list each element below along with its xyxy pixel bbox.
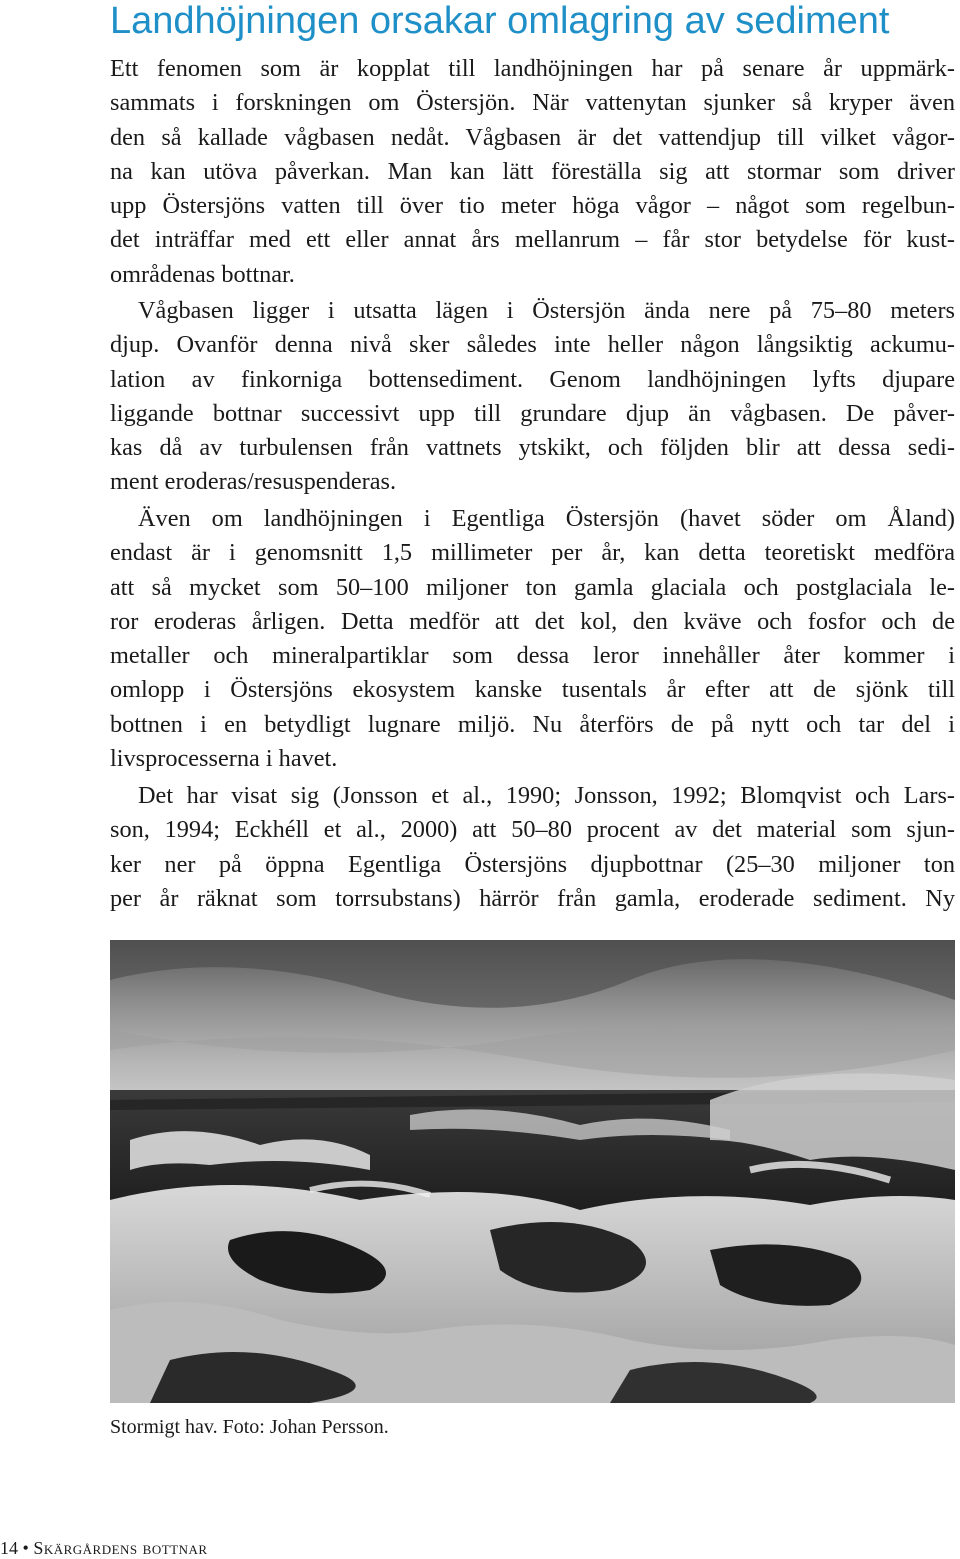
text-line: per år räknat som torrsubstans) härrör från gamla, eroderade sediment. Ny	[110, 884, 955, 912]
page-number: 14	[0, 1538, 18, 1558]
paragraph-4	[110, 779, 955, 916]
text-line: na kan utöva påverkan. Man kan lätt föreställa sig att stormar som driver	[110, 157, 955, 185]
text-line: metaller och mineralpartiklar som dessa leror innehåller åter kommer i	[110, 642, 955, 670]
text-line: kas då av turbulensen från vattnets ytskikt, och följden blir att dessa sedi-	[110, 434, 955, 462]
text-line: sammats i forskningen om Östersjön. När vattenytan sjunker så kryper även	[110, 89, 955, 117]
paragraph-3	[110, 502, 955, 776]
text-line: liggande bottnar successivt upp till grundare djup än vågbasen. De påver-	[110, 399, 955, 427]
text-line: den så kallade vågbasen nedåt. Vågbasen är det vattendjup till vilket vågor-	[110, 123, 955, 151]
paragraph-1	[110, 52, 955, 292]
text-line: Det har visat sig (Jonsson et al., 1990; Jonsson, 1992; Blomqvist och Lars-	[138, 782, 955, 809]
photo-caption: Stormigt hav. Foto: Johan Persson.	[110, 1416, 389, 1438]
text-line: lation av finkorniga bottensediment. Genom landhöjningen lyfts djupare	[110, 365, 955, 393]
bullet-separator: •	[22, 1538, 29, 1558]
text-line: ment eroderas/resuspenderas.	[110, 468, 397, 496]
text-line: bottnen i en betydligt lugnare miljö. Nu återförs de på nytt och tar del i	[110, 710, 955, 738]
page-heading: Landhöjningen orsakar omlagring av sediment	[110, 0, 890, 42]
paragraph-2	[110, 294, 955, 500]
text-line: djup. Ovanför denna nivå sker således inte heller någon långsiktig ackumu-	[110, 331, 955, 359]
text-line: ror eroderas årligen. Detta medför att det kol, den kväve och fosfor och de	[110, 607, 955, 635]
text-line: Ett fenomen som är kopplat till landhöjningen har på senare år uppmärk-	[110, 55, 955, 82]
text-line: det inträffar med ett eller annat års mellanrum – får stor betydelse för kust-	[110, 226, 955, 254]
text-line: endast är i genomsnitt 1,5 millimeter per år, kan detta teoretiskt medföra	[110, 539, 955, 567]
stormy-sea-photo	[110, 940, 955, 1403]
text-line: upp Östersjöns vatten till över tio meter höga vågor – något som regelbun-	[110, 192, 955, 220]
text-line: att så mycket som 50–100 miljoner ton gamla glaciala och postglaciala le-	[110, 573, 955, 601]
text-line: omlopp i Östersjöns ekosystem kanske tusentals år efter att de sjönk till	[110, 676, 955, 704]
text-line: Vågbasen ligger i utsatta lägen i Östersjön ända nere på 75–80 meters	[138, 297, 955, 324]
text-line: Även om landhöjningen i Egentliga Östersjön (havet söder om Åland)	[138, 505, 955, 532]
text-line: son, 1994; Eckhéll et al., 2000) att 50–80 procent av det material som sjun-	[110, 816, 955, 844]
text-line: områdenas bottnar.	[110, 260, 295, 288]
text-line: ker ner på öppna Egentliga Östersjöns djupbottnar (25–30 miljoner ton	[110, 850, 955, 878]
publication-title: Skärgårdens bottnar	[33, 1538, 208, 1558]
text-line: livsprocesserna i havet.	[110, 745, 338, 773]
page-footer	[0, 1537, 208, 1559]
